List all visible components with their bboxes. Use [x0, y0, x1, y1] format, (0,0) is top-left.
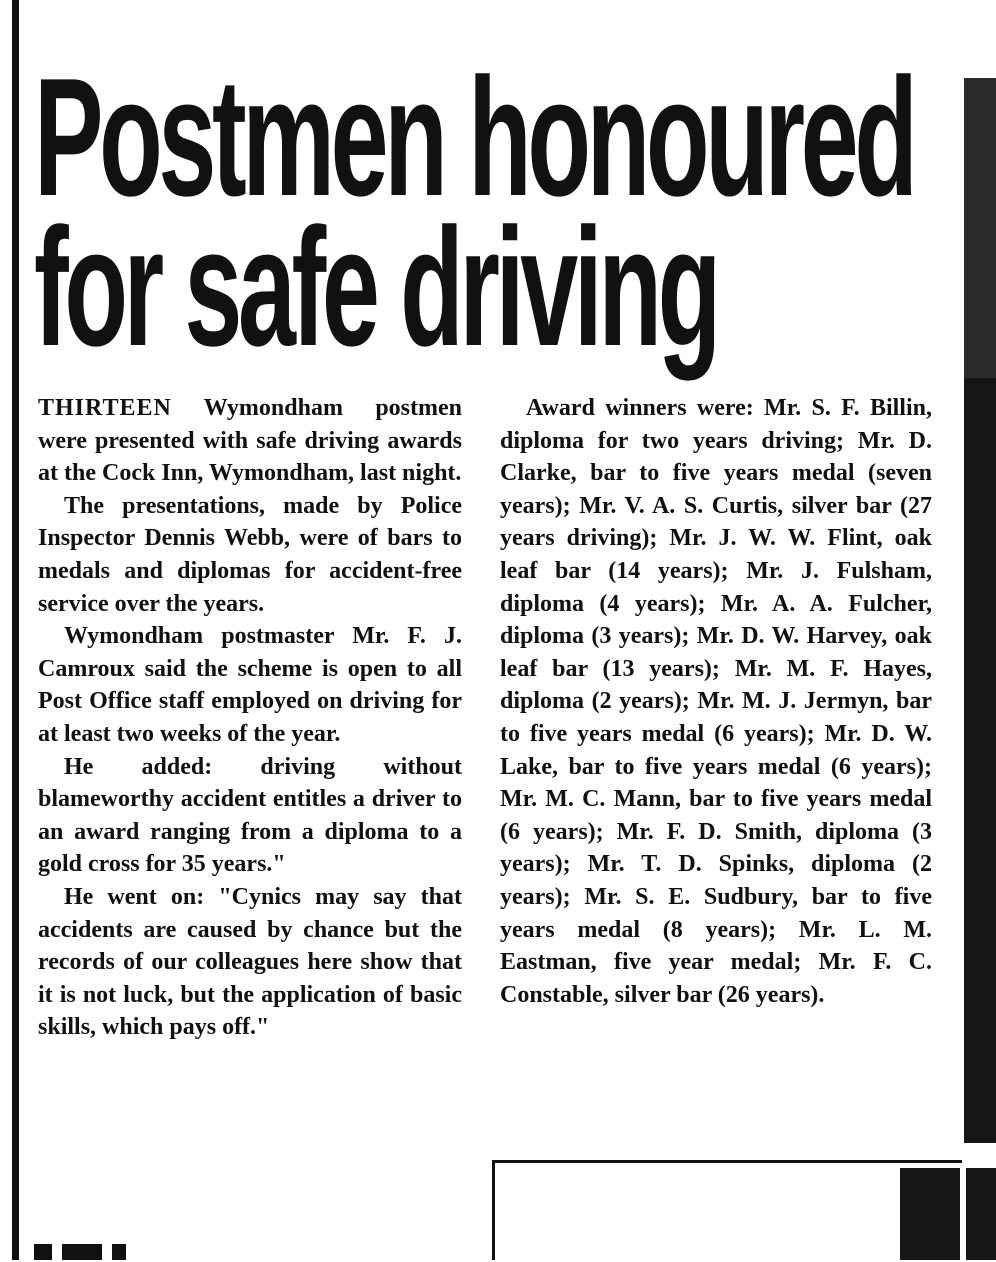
- paragraph-he-went-on: He went on: "Cynics may say that accidents are caused by chance but the records of our colleagues here show that it is not luck, but the application of basic skills, which pays off.": [38, 883, 462, 1041]
- lead-paragraph: [38, 392, 462, 490]
- paragraph-presentations: The presentations, made by Police Inspector Dennis Webb, were of bars to medals and diplomas for accident-free service over the years.: [38, 492, 462, 617]
- column-rule-horizontal: [492, 1160, 962, 1163]
- headline-line-2: for safe driving: [34, 193, 717, 381]
- adjacent-article-block: [900, 1168, 996, 1260]
- column-rule-vertical: [492, 1160, 495, 1260]
- paragraph-postmaster: Wymondham postmaster Mr. F. J. Camroux said the scheme is open to all Post Office staff employed on driving for at least two weeks of the year.: [38, 623, 462, 747]
- paragraph-he-added: He added: driving without blameworthy accident entitles a driver to an award ranging from a diploma to a gold cross for 35 years.": [38, 753, 462, 878]
- page-left-border: [12, 0, 19, 1260]
- article-column-right: [500, 392, 932, 1011]
- cut-off-next-headline: [34, 1244, 154, 1260]
- lead-paragraph-text: Wymondham postmen were presented with safe driving awards at the Cock Inn, Wymondham, last night.: [38, 395, 462, 487]
- adjacent-photo-edge: [964, 78, 996, 378]
- block-divider: [960, 1168, 966, 1260]
- paragraph-award-winners: Award winners were: Mr. S. F. Billin, diploma for two years driving; Mr. D. Clarke, bar to five years medal (seven years); Mr. V. A. S. Curtis, silver bar (27 years driving); Mr. J. W. W. Flint, oak leaf bar (14 years); Mr. J. Fulsham, diploma (4 years); Mr. A. A. Fulcher, diploma (3 years); Mr. D. W. Harvey, oak leaf bar (13 years); Mr. M. F. Hayes, diploma (2 years); Mr. M. J. Jermyn, bar to five years medal (6 years); Mr. D. W. Lake, bar to five years medal (6 years); Mr. M. C. Mann, bar to five years medal (6 years); Mr. F. D. Smith, diploma (3 years); Mr. T. D. Spinks, diploma (2 years); Mr. S. E. Sudbury, bar to five years medal (8 years); Mr. L. M. Eastman, five year medal; Mr. F. C. Constable, silver bar (26 years).: [500, 395, 932, 1008]
- lead-word: THIRTEEN: [38, 395, 172, 421]
- article-headline: [34, 43, 914, 381]
- article-column-left: [38, 392, 462, 1044]
- headline-line-1: Postmen honoured: [34, 43, 914, 231]
